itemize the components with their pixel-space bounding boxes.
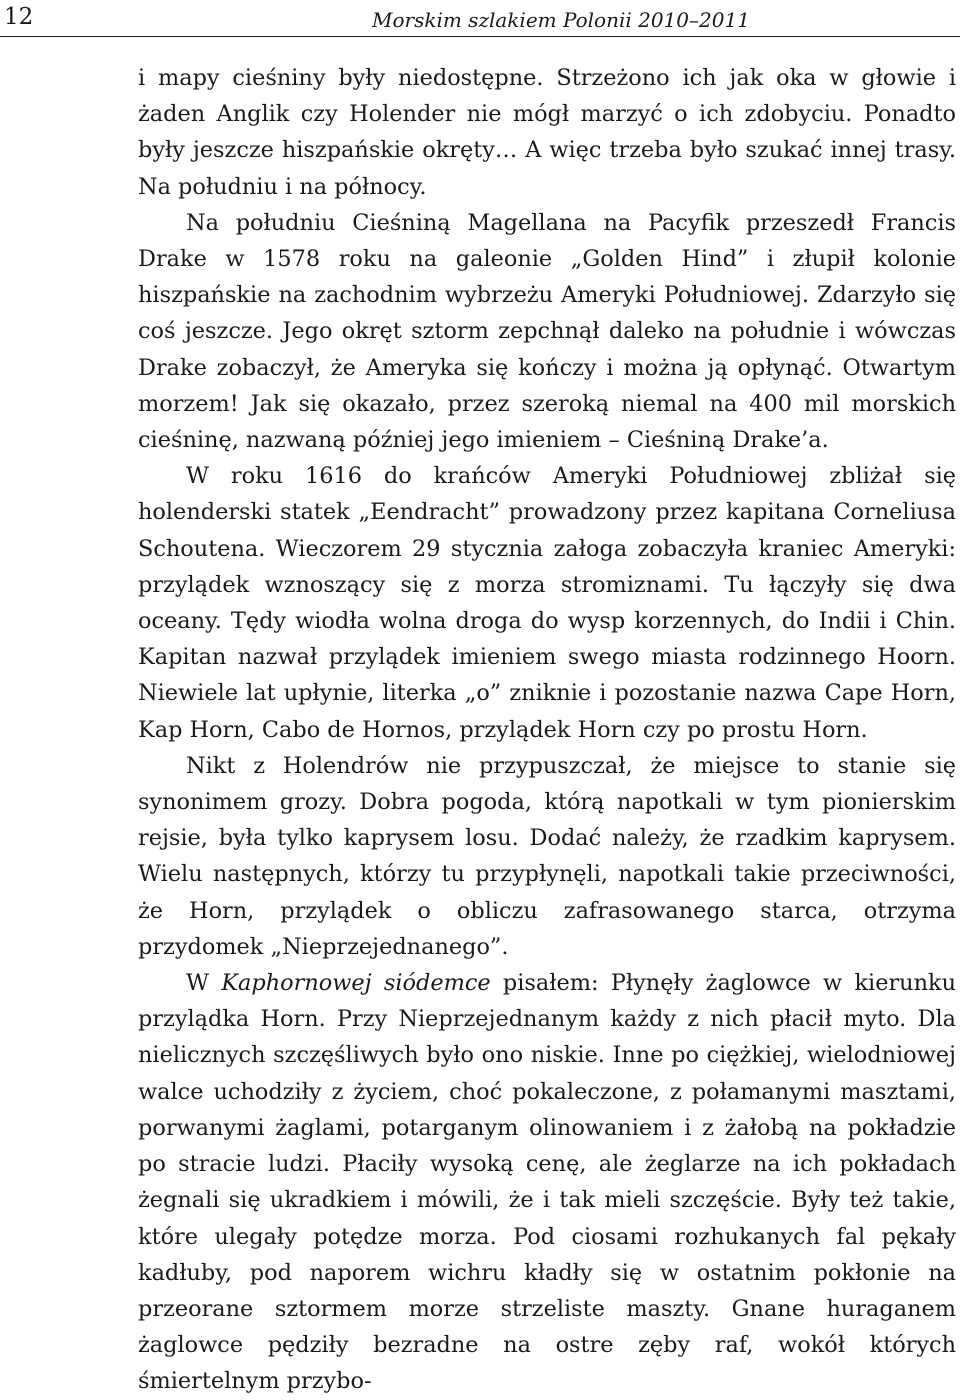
page-number: 12 — [4, 4, 34, 30]
paragraph-5-rest: pisałem: Płynęły żaglowce w kierunku przylądka Horn. Przy Nieprzejednanym każdy z nich płacił myto. Dla nielicznych szczęśliwych było ono niskie. Inne po ciężkiej, wielodniowej walce uchodziły z życiem, choć pokaleczone, z połamanymi masztami, porwanymi żaglami, potarganym olinowaniem i z żałobą na pokładzie po stracie ludzi. Płaciły wysoką cenę, ale żeglarze na ich pokładach żegnali się ukradkiem i mówili, że i tak mieli szczęście. Były też takie, które ulegały potędze morza. Pod ciosami rozhukanych fal pękały kadłuby, pod naporem wichru kładły się w ostatnim pokłonie na przeorane sztormem morze strzeliste maszty. Gnane huraganem żaglowce pędziły bezradne na ostre zęby raf, wokół których śmiertelnym przybo- — [138, 970, 956, 1395]
running-head — [0, 0, 960, 40]
body-text — [138, 60, 956, 1400]
paragraph-3: W roku 1616 do krańców Ameryki Południowej zbliżał się holenderski statek „Eendracht” prowadzony przez kapitana Corneliusa Schoutena. Wieczorem 29 stycznia załoga zobaczyła kraniec Ameryki: przylądek wznoszący się z morza stromiznami. Tu łączyły się dwa oceany. Tędy wiodła wolna droga do wysp korzennych, do Indii i Chin. Kapitan nazwał przylądek imieniem swego miasta rodzinnego Hoorn. Niewiele lat upłynie, literka „o” zniknie i pozostanie nazwa Cape Horn, Kap Horn, Cabo de Hornos, przylądek Horn czy po prostu Horn. — [138, 463, 956, 743]
paragraph-1: i mapy cieśniny były niedostępne. Strzeżono ich jak oka w głowie i żaden Anglik czy Holender nie mógł marzyć o ich zdobyciu. Ponadto były jeszcze hiszpańskie okręty… A więc trzeba było szukać innej trasy. Na południu i na północy. — [138, 65, 956, 200]
paragraph-5-lead: W — [186, 970, 222, 997]
book-title-italic: Kaphornowej siódemce — [221, 970, 491, 997]
paragraph-5 — [138, 965, 956, 1399]
running-title: Morskim szlakiem Polonii 2010–2011 — [372, 8, 750, 32]
header-rule — [0, 36, 960, 37]
paragraph-4: Nikt z Holendrów nie przypuszczał, że miejsce to stanie się synonimem grozy. Dobra pogoda, którą napotkali w tym pionierskim rejsie, była tylko kaprysem losu. Dodać należy, że rzadkim kaprysem. Wielu następnych, którzy tu przypłynęli, napotkali takie przeciwności, że Horn, przylądek o obliczu zafrasowanego starca, otrzyma przydomek „Nieprzejednanego”. — [138, 752, 956, 960]
paragraph-2: Na południu Cieśniną Magellana na Pacyfik przeszedł Francis Drake w 1578 roku na galeonie „Golden Hind” i złupił kolonie hiszpańskie na zachodnim wybrzeżu Ameryki Południowej. Zdarzyło się coś jeszcze. Jego okręt sztorm zepchnął daleko na południe i wówczas Drake zobaczył, że Ameryka się kończy i można ją opłynąć. Otwartym morzem! Jak się okazało, przez szeroką niemal na 400 mil morskich cieśninę, nazwaną później jego imieniem – Cieśniną Drake’a. — [138, 209, 956, 454]
